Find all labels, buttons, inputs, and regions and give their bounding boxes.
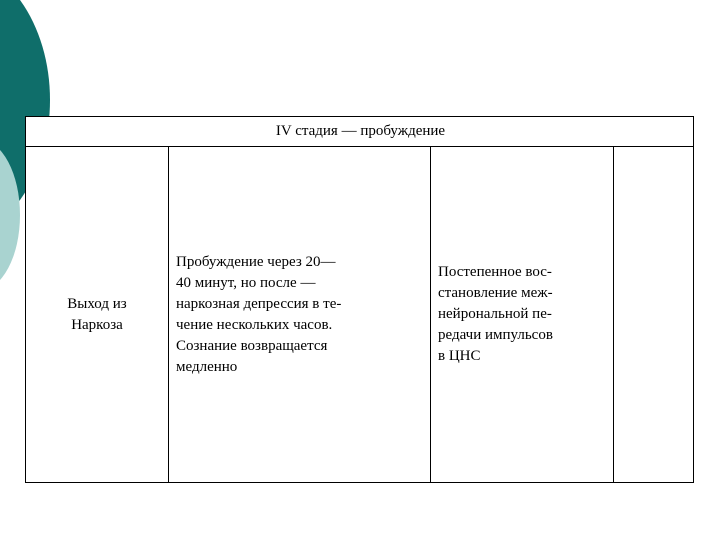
clinical-description-text: Пробуждение через 20— 40 минут, но после — наркозная депрессия в те- чение нескольких часов. Сознание возвращается медленно <box>176 253 342 375</box>
mechanism-text: Постепенное вос- становление меж- нейрональной пе- редачи импульсов в ЦНС <box>438 264 553 364</box>
table-header: IV стадия — пробуждение <box>26 117 693 147</box>
table-cell-clinical-description <box>169 147 431 482</box>
table-cell-empty <box>614 147 693 482</box>
table-cell-mechanism <box>431 147 614 482</box>
table-cell-stage-name <box>26 147 169 482</box>
stage-table <box>25 116 694 483</box>
stage-name-text: Выход из Наркоза <box>67 295 127 333</box>
